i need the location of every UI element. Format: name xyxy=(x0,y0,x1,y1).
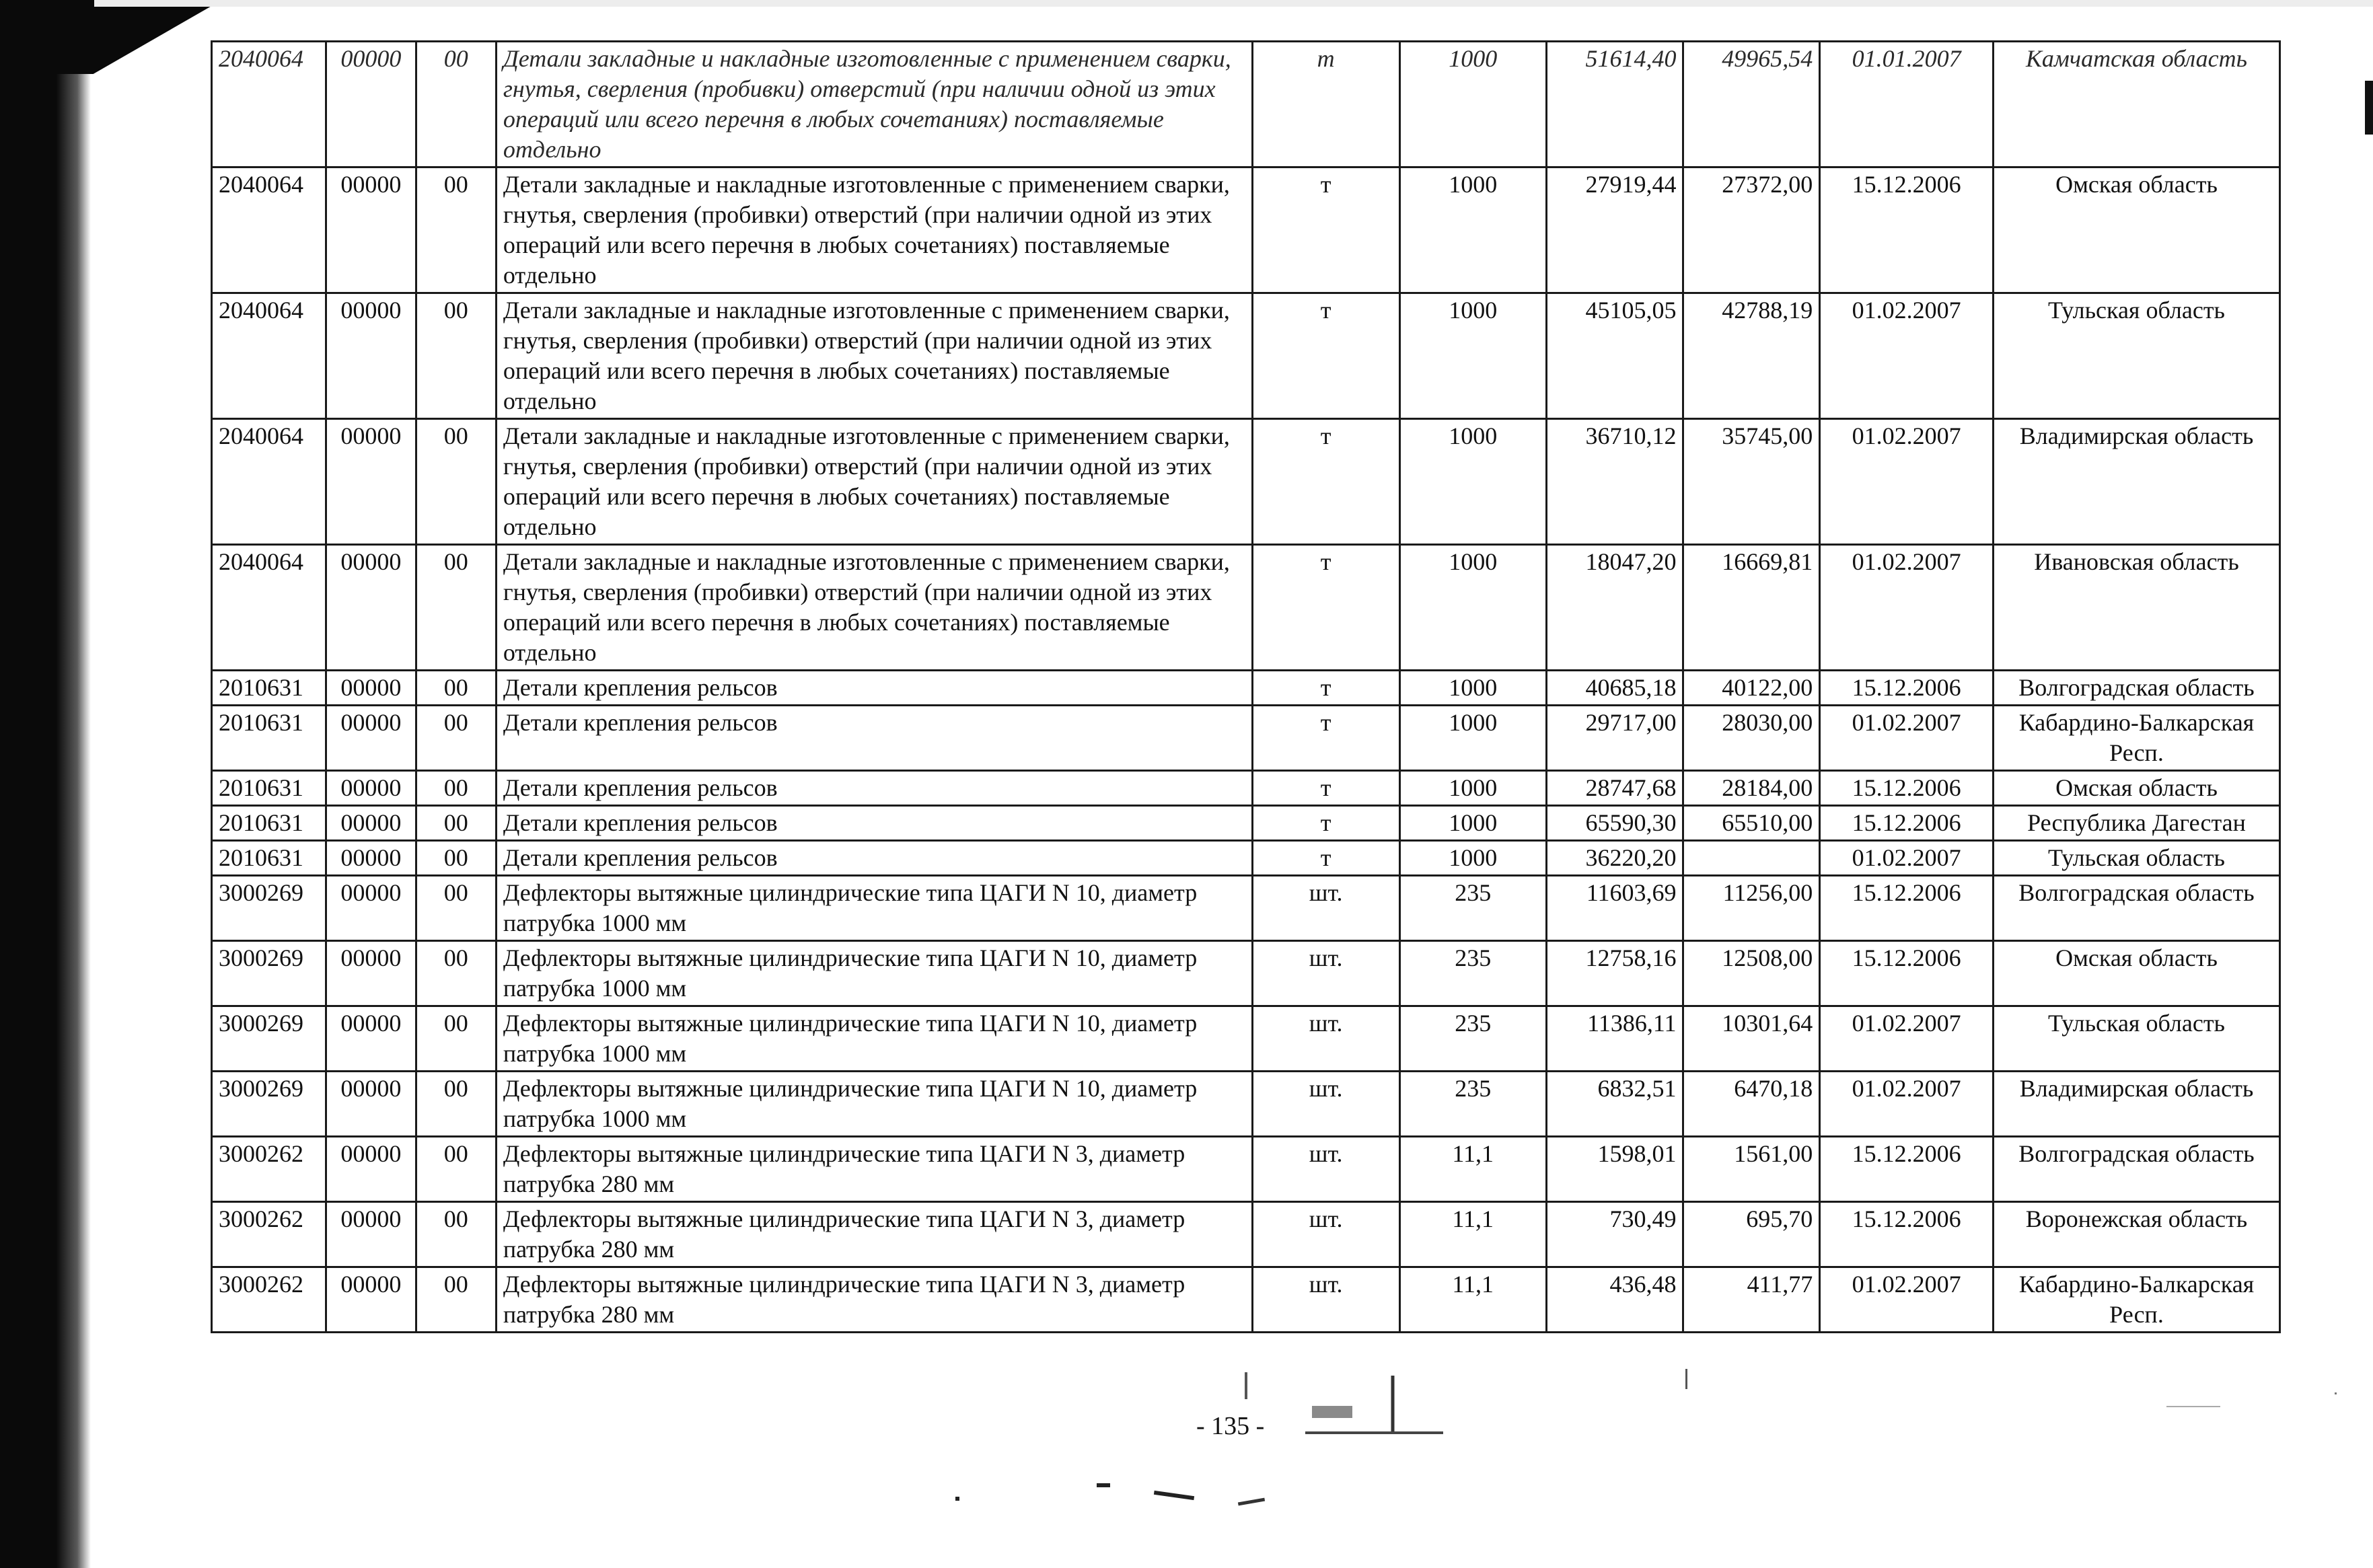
product-name-cell: Детали закладные и накладные изготовленные с применением сварки, гнутья, сверления (пробивки) отверстий (при наличии одной из этих операций или всего перечня в любых сочетаниях) поставляемые отдельно xyxy=(496,545,1252,671)
price-before-cell: 29717,00 xyxy=(1546,706,1683,771)
unit-cell: т xyxy=(1252,42,1399,167)
region-cell: Тульская область xyxy=(1994,293,2280,419)
date-cell: 15.12.2006 xyxy=(1820,167,1994,293)
price-after-cell: 10301,64 xyxy=(1683,1006,1820,1072)
product-code-cell: 3000262 xyxy=(212,1202,326,1267)
quantity-cell: 11,1 xyxy=(1399,1137,1546,1202)
region-cell: Омская область xyxy=(1994,167,2280,293)
product-name-cell: Детали закладные и накладные изготовленные с применением сварки, гнутья, сверления (пробивки) отверстий (при наличии одной из этих операций или всего перечня в любых сочетаниях) поставляемые отдельно xyxy=(496,167,1252,293)
product-name-cell: Детали крепления рельсов xyxy=(496,771,1252,806)
product-code-cell: 2040064 xyxy=(212,419,326,545)
scan-top-band xyxy=(94,0,2373,7)
quantity-cell: 11,1 xyxy=(1399,1202,1546,1267)
product-name-cell: Дефлекторы вытяжные цилиндрические типа ЦАГИ N 3, диаметр патрубка 280 мм xyxy=(496,1202,1252,1267)
price-before-cell: 28747,68 xyxy=(1546,771,1683,806)
region-cell: Владимирская область xyxy=(1994,419,2280,545)
product-code-cell: 3000269 xyxy=(212,1072,326,1137)
price-before-cell: 36710,12 xyxy=(1546,419,1683,545)
scan-left-corner xyxy=(0,0,222,74)
suffix-code-cell: 00 xyxy=(416,1006,496,1072)
table-row xyxy=(212,419,2280,545)
quantity-cell: 235 xyxy=(1399,941,1546,1006)
unit-cell: т xyxy=(1252,545,1399,671)
unit-cell: шт. xyxy=(1252,1137,1399,1202)
region-cell: Кабардино-Балкарская Респ. xyxy=(1994,706,2280,771)
price-before-cell: 11386,11 xyxy=(1546,1006,1683,1072)
unit-cell: шт. xyxy=(1252,1006,1399,1072)
unit-cell: т xyxy=(1252,293,1399,419)
region-cell: Тульская область xyxy=(1994,1006,2280,1072)
sub-code-cell: 00000 xyxy=(326,1267,416,1333)
product-code-cell: 2040064 xyxy=(212,293,326,419)
product-name-cell: Дефлекторы вытяжные цилиндрические типа ЦАГИ N 10, диаметр патрубка 1000 мм xyxy=(496,876,1252,941)
region-cell: Республика Дагестан xyxy=(1994,806,2280,841)
price-before-cell: 27919,44 xyxy=(1546,167,1683,293)
unit-cell: т xyxy=(1252,706,1399,771)
quantity-cell: 1000 xyxy=(1399,771,1546,806)
quantity-cell: 11,1 xyxy=(1399,1267,1546,1333)
date-cell: 01.02.2007 xyxy=(1820,419,1994,545)
unit-cell: шт. xyxy=(1252,1267,1399,1333)
quantity-cell: 1000 xyxy=(1399,293,1546,419)
sub-code-cell: 00000 xyxy=(326,1006,416,1072)
scan-speck xyxy=(2335,1392,2337,1394)
date-cell: 15.12.2006 xyxy=(1820,806,1994,841)
product-code-cell: 2040064 xyxy=(212,42,326,167)
product-code-cell: 3000262 xyxy=(212,1267,326,1333)
scan-speck xyxy=(1097,1483,1110,1487)
quantity-cell: 1000 xyxy=(1399,806,1546,841)
table-row xyxy=(212,167,2280,293)
suffix-code-cell: 00 xyxy=(416,1072,496,1137)
price-after-cell: 411,77 xyxy=(1683,1267,1820,1333)
product-code-cell: 2040064 xyxy=(212,545,326,671)
product-name-cell: Детали крепления рельсов xyxy=(496,706,1252,771)
scan-speck xyxy=(1245,1372,1247,1399)
quantity-cell: 1000 xyxy=(1399,167,1546,293)
price-after-cell: 6470,18 xyxy=(1683,1072,1820,1137)
date-cell: 01.02.2007 xyxy=(1820,841,1994,876)
sub-code-cell: 00000 xyxy=(326,941,416,1006)
price-before-cell: 730,49 xyxy=(1546,1202,1683,1267)
product-name-cell: Детали крепления рельсов xyxy=(496,806,1252,841)
sub-code-cell: 00000 xyxy=(326,671,416,706)
scan-speck xyxy=(1238,1498,1265,1506)
price-after-cell xyxy=(1683,841,1820,876)
price-after-cell: 1561,00 xyxy=(1683,1137,1820,1202)
scan-speck xyxy=(1685,1369,1687,1389)
sub-code-cell: 00000 xyxy=(326,706,416,771)
price-before-cell: 11603,69 xyxy=(1546,876,1683,941)
price-after-cell: 11256,00 xyxy=(1683,876,1820,941)
page-number: - 135 - xyxy=(1196,1412,1265,1440)
quantity-cell: 235 xyxy=(1399,1072,1546,1137)
product-code-cell: 3000262 xyxy=(212,1137,326,1202)
table-row xyxy=(212,293,2280,419)
region-cell: Кабардино-Балкарская Респ. xyxy=(1994,1267,2280,1333)
table-row xyxy=(212,1072,2280,1137)
sub-code-cell: 00000 xyxy=(326,167,416,293)
suffix-code-cell: 00 xyxy=(416,419,496,545)
sub-code-cell: 00000 xyxy=(326,419,416,545)
stamp-mark-icon xyxy=(1299,1369,1447,1436)
unit-cell: шт. xyxy=(1252,941,1399,1006)
scan-speck xyxy=(2166,1406,2220,1407)
suffix-code-cell: 00 xyxy=(416,1267,496,1333)
product-code-cell: 3000269 xyxy=(212,876,326,941)
region-cell: Ивановская область xyxy=(1994,545,2280,671)
suffix-code-cell: 00 xyxy=(416,545,496,671)
product-name-cell: Детали закладные и накладные изготовленные с применением сварки, гнутья, сверления (пробивки) отверстий (при наличии одной из этих операций или всего перечня в любых сочетаниях) поставляемые отдельно xyxy=(496,419,1252,545)
suffix-code-cell: 00 xyxy=(416,941,496,1006)
price-after-cell: 28030,00 xyxy=(1683,706,1820,771)
price-after-cell: 12508,00 xyxy=(1683,941,1820,1006)
sub-code-cell: 00000 xyxy=(326,771,416,806)
table-row xyxy=(212,876,2280,941)
suffix-code-cell: 00 xyxy=(416,806,496,841)
date-cell: 01.02.2007 xyxy=(1820,1006,1994,1072)
unit-cell: шт. xyxy=(1252,876,1399,941)
suffix-code-cell: 00 xyxy=(416,771,496,806)
price-table xyxy=(211,40,2281,1333)
region-cell: Омская область xyxy=(1994,941,2280,1006)
unit-cell: т xyxy=(1252,671,1399,706)
price-after-cell: 65510,00 xyxy=(1683,806,1820,841)
region-cell: Волгоградская область xyxy=(1994,1137,2280,1202)
product-name-cell: Детали закладные и накладные изготовленные с применением сварки, гнутья, сверления (пробивки) отверстий (при наличии одной из этих операций или всего перечня в любых сочетаниях) поставляемые отдельно xyxy=(496,293,1252,419)
date-cell: 01.02.2007 xyxy=(1820,706,1994,771)
price-after-cell: 49965,54 xyxy=(1683,42,1820,167)
price-before-cell: 51614,40 xyxy=(1546,42,1683,167)
product-name-cell: Дефлекторы вытяжные цилиндрические типа ЦАГИ N 10, диаметр патрубка 1000 мм xyxy=(496,1006,1252,1072)
scan-left-edge xyxy=(0,0,91,1568)
price-before-cell: 36220,20 xyxy=(1546,841,1683,876)
price-after-cell: 28184,00 xyxy=(1683,771,1820,806)
date-cell: 01.02.2007 xyxy=(1820,1072,1994,1137)
table-row xyxy=(212,1006,2280,1072)
price-before-cell: 65590,30 xyxy=(1546,806,1683,841)
table-row xyxy=(212,671,2280,706)
table-row xyxy=(212,806,2280,841)
price-before-cell: 40685,18 xyxy=(1546,671,1683,706)
date-cell: 01.01.2007 xyxy=(1820,42,1994,167)
table-row xyxy=(212,771,2280,806)
sub-code-cell: 00000 xyxy=(326,545,416,671)
product-code-cell: 3000269 xyxy=(212,1006,326,1072)
product-name-cell: Детали крепления рельсов xyxy=(496,671,1252,706)
sub-code-cell: 00000 xyxy=(326,876,416,941)
product-name-cell: Детали крепления рельсов xyxy=(496,841,1252,876)
date-cell: 15.12.2006 xyxy=(1820,1202,1994,1267)
price-after-cell: 35745,00 xyxy=(1683,419,1820,545)
region-cell: Владимирская область xyxy=(1994,1072,2280,1137)
table-row xyxy=(212,545,2280,671)
sub-code-cell: 00000 xyxy=(326,806,416,841)
price-after-cell: 40122,00 xyxy=(1683,671,1820,706)
date-cell: 15.12.2006 xyxy=(1820,671,1994,706)
table-row xyxy=(212,841,2280,876)
suffix-code-cell: 00 xyxy=(416,167,496,293)
sub-code-cell: 00000 xyxy=(326,1202,416,1267)
product-code-cell: 3000269 xyxy=(212,941,326,1006)
date-cell: 15.12.2006 xyxy=(1820,941,1994,1006)
price-after-cell: 42788,19 xyxy=(1683,293,1820,419)
date-cell: 01.02.2007 xyxy=(1820,545,1994,671)
price-after-cell: 16669,81 xyxy=(1683,545,1820,671)
date-cell: 15.12.2006 xyxy=(1820,1137,1994,1202)
price-after-cell: 27372,00 xyxy=(1683,167,1820,293)
price-after-cell: 695,70 xyxy=(1683,1202,1820,1267)
product-name-cell: Детали закладные и накладные изготовленные с применением сварки, гнутья, сверления (пробивки) отверстий (при наличии одной из этих операций или всего перечня в любых сочетаниях) поставляемые отдельно xyxy=(496,42,1252,167)
region-cell: Тульская область xyxy=(1994,841,2280,876)
unit-cell: т xyxy=(1252,806,1399,841)
sub-code-cell: 00000 xyxy=(326,293,416,419)
quantity-cell: 1000 xyxy=(1399,42,1546,167)
product-code-cell: 2010631 xyxy=(212,806,326,841)
price-before-cell: 12758,16 xyxy=(1546,941,1683,1006)
scan-speck xyxy=(1154,1491,1194,1500)
price-before-cell: 1598,01 xyxy=(1546,1137,1683,1202)
product-name-cell: Дефлекторы вытяжные цилиндрические типа ЦАГИ N 10, диаметр патрубка 1000 мм xyxy=(496,1072,1252,1137)
suffix-code-cell: 00 xyxy=(416,841,496,876)
region-cell: Воронежская область xyxy=(1994,1202,2280,1267)
date-cell: 15.12.2006 xyxy=(1820,771,1994,806)
date-cell: 01.02.2007 xyxy=(1820,293,1994,419)
sub-code-cell: 00000 xyxy=(326,1072,416,1137)
product-code-cell: 2010631 xyxy=(212,841,326,876)
sub-code-cell: 00000 xyxy=(326,42,416,167)
region-cell: Камчатская область xyxy=(1994,42,2280,167)
region-cell: Волгоградская область xyxy=(1994,876,2280,941)
quantity-cell: 235 xyxy=(1399,1006,1546,1072)
unit-cell: шт. xyxy=(1252,1072,1399,1137)
price-before-cell: 6832,51 xyxy=(1546,1072,1683,1137)
suffix-code-cell: 00 xyxy=(416,42,496,167)
product-name-cell: Дефлекторы вытяжные цилиндрические типа ЦАГИ N 3, диаметр патрубка 280 мм xyxy=(496,1267,1252,1333)
date-cell: 15.12.2006 xyxy=(1820,876,1994,941)
suffix-code-cell: 00 xyxy=(416,1137,496,1202)
price-before-cell: 18047,20 xyxy=(1546,545,1683,671)
quantity-cell: 1000 xyxy=(1399,841,1546,876)
price-before-cell: 45105,05 xyxy=(1546,293,1683,419)
quantity-cell: 1000 xyxy=(1399,671,1546,706)
scan-right-mark xyxy=(2365,81,2373,135)
suffix-code-cell: 00 xyxy=(416,876,496,941)
product-code-cell: 2010631 xyxy=(212,771,326,806)
price-before-cell: 436,48 xyxy=(1546,1267,1683,1333)
table-row xyxy=(212,42,2280,167)
unit-cell: т xyxy=(1252,419,1399,545)
table-row xyxy=(212,1202,2280,1267)
unit-cell: т xyxy=(1252,167,1399,293)
suffix-code-cell: 00 xyxy=(416,293,496,419)
table-row xyxy=(212,1267,2280,1333)
suffix-code-cell: 00 xyxy=(416,1202,496,1267)
unit-cell: шт. xyxy=(1252,1202,1399,1267)
product-code-cell: 2010631 xyxy=(212,671,326,706)
product-code-cell: 2040064 xyxy=(212,167,326,293)
quantity-cell: 1000 xyxy=(1399,706,1546,771)
product-code-cell: 2010631 xyxy=(212,706,326,771)
suffix-code-cell: 00 xyxy=(416,706,496,771)
unit-cell: т xyxy=(1252,841,1399,876)
quantity-cell: 1000 xyxy=(1399,419,1546,545)
unit-cell: т xyxy=(1252,771,1399,806)
date-cell: 01.02.2007 xyxy=(1820,1267,1994,1333)
table-row xyxy=(212,706,2280,771)
table-row xyxy=(212,1137,2280,1202)
quantity-cell: 235 xyxy=(1399,876,1546,941)
region-cell: Омская область xyxy=(1994,771,2280,806)
table-row xyxy=(212,941,2280,1006)
suffix-code-cell: 00 xyxy=(416,671,496,706)
region-cell: Волгоградская область xyxy=(1994,671,2280,706)
scan-speck xyxy=(955,1497,959,1501)
product-name-cell: Дефлекторы вытяжные цилиндрические типа ЦАГИ N 3, диаметр патрубка 280 мм xyxy=(496,1137,1252,1202)
sub-code-cell: 00000 xyxy=(326,841,416,876)
table-body xyxy=(212,42,2280,1333)
product-name-cell: Дефлекторы вытяжные цилиндрические типа ЦАГИ N 10, диаметр патрубка 1000 мм xyxy=(496,941,1252,1006)
sub-code-cell: 00000 xyxy=(326,1137,416,1202)
quantity-cell: 1000 xyxy=(1399,545,1546,671)
